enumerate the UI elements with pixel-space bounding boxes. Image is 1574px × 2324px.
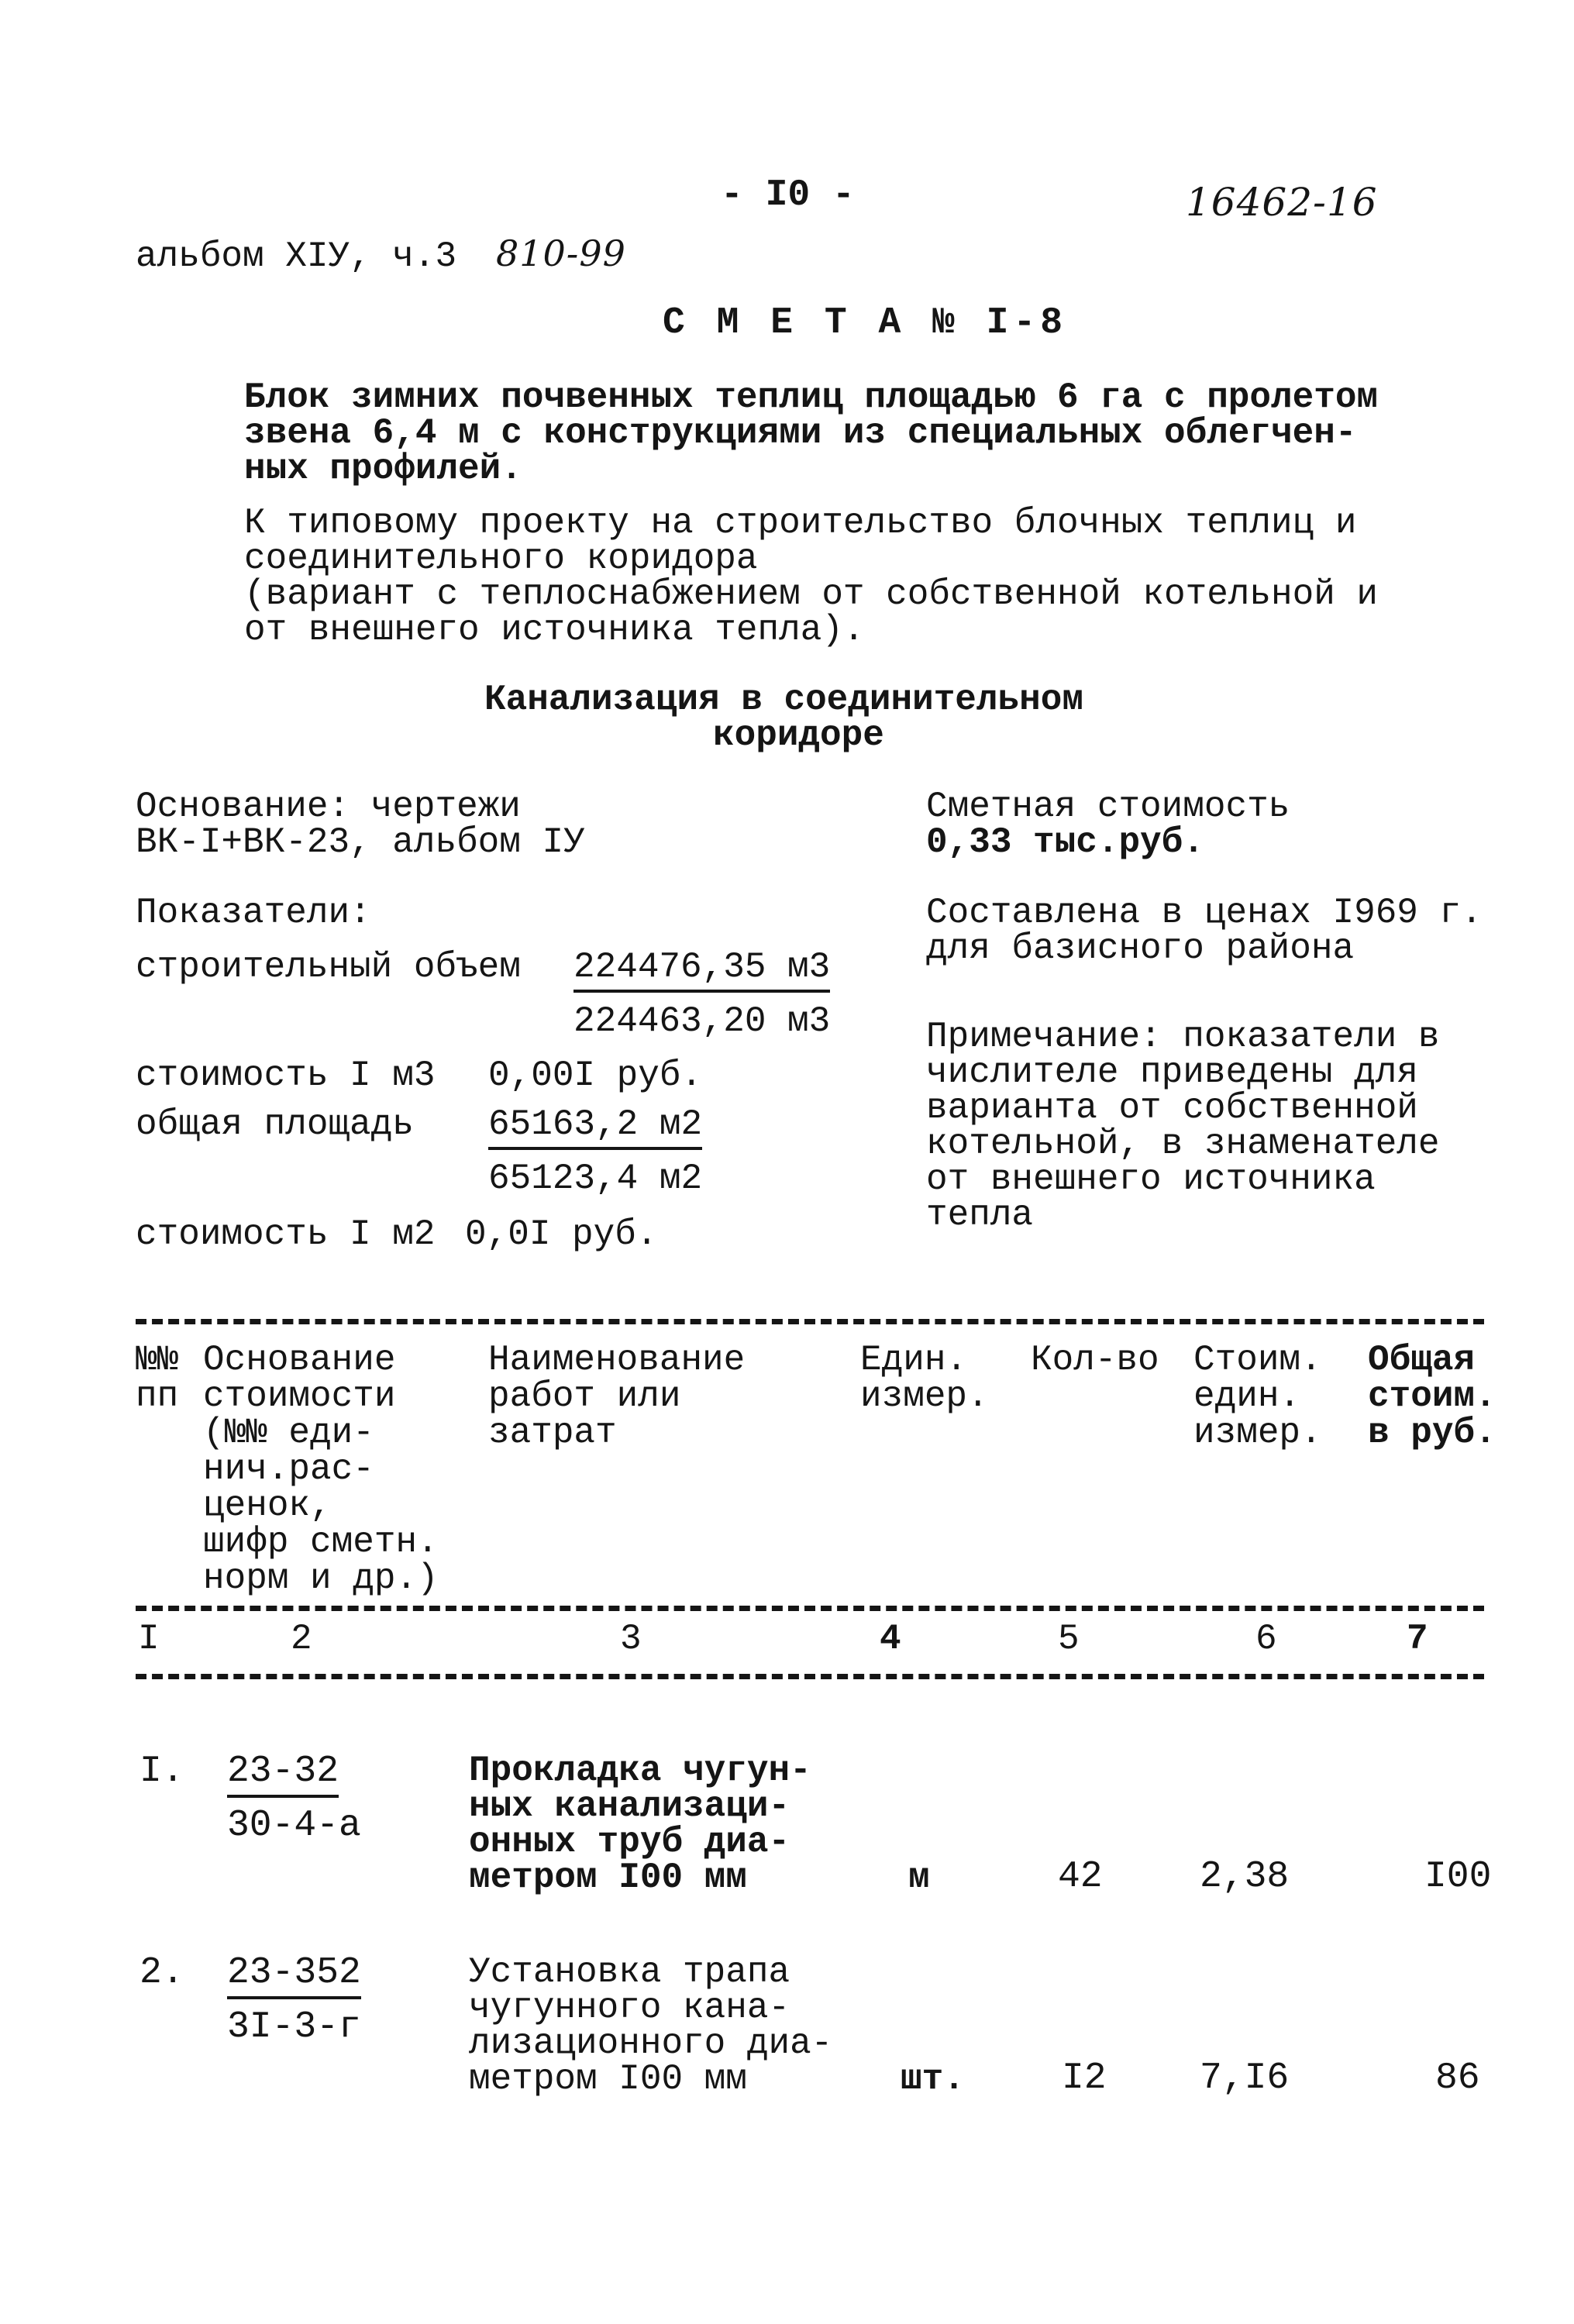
cost-m2-label: стоимость I м2: [136, 1214, 436, 1255]
volume-numerator: 224476,35 м3: [573, 949, 830, 993]
header-text: затрат: [488, 1413, 617, 1453]
header-text: измер.: [1193, 1413, 1322, 1453]
work-name-line: метром I00 мм: [469, 2059, 747, 2099]
unit-cost: 7,I6: [1200, 2057, 1290, 2099]
header-text: Общая: [1368, 1340, 1476, 1380]
note-line: варианта от собственной: [926, 1088, 1418, 1128]
note-line: котельной, в знаменателе: [926, 1124, 1440, 1164]
basis-numerator: 23-352: [227, 1954, 361, 1999]
column-number: 4: [880, 1619, 901, 1659]
page-number: - I0 -: [721, 174, 855, 216]
unit-cost: 2,38: [1200, 1856, 1290, 1898]
header-text: ценок,: [203, 1486, 332, 1526]
total-cost: I00: [1424, 1856, 1492, 1898]
volume-denominator: 224463,20 м3: [573, 1001, 831, 1041]
work-name: [469, 1751, 811, 1898]
column-number: 5: [1058, 1619, 1080, 1659]
header-text: Наименование: [488, 1340, 746, 1380]
description-line: К типовому проекту на строительство блочных теплиц и: [244, 503, 1357, 543]
column-number: 7: [1407, 1619, 1428, 1659]
header-text: в руб.: [1368, 1413, 1497, 1453]
basis-line: ВК-I+ВК-23, альбом IУ: [136, 822, 585, 862]
work-name-line: Прокладка чугун-: [469, 1751, 811, 1791]
work-name-line: онных труб диа-: [469, 1822, 790, 1862]
column-number: 3: [620, 1619, 642, 1659]
header-text: един.: [1193, 1376, 1301, 1417]
cost-m3-value: 0,00I руб.: [488, 1055, 703, 1096]
header-col-2: [203, 1342, 439, 1597]
indicators-label: Показатели:: [136, 893, 371, 933]
area-numerator: 65163,2 м2: [488, 1107, 702, 1150]
header-col-7: [1368, 1342, 1497, 1451]
header-text: Основание: [203, 1340, 396, 1380]
section-title: коридоре: [713, 715, 884, 756]
unit: шт.: [901, 2059, 965, 2099]
header-text: стоим.: [1368, 1376, 1497, 1417]
header-text: Стоим.: [1193, 1340, 1322, 1380]
prices-line: для базисного района: [926, 928, 1355, 969]
header-col-5: [1031, 1342, 1159, 1379]
album-label: альбом XIУ, ч.3: [136, 236, 457, 277]
header-text: (№№ еди-: [203, 1413, 374, 1453]
table-top-rule: [136, 1319, 1484, 1324]
area-denominator: 65123,4 м2: [488, 1159, 703, 1199]
row-number: I.: [139, 1751, 184, 1792]
work-name-line: метром I00 мм: [469, 1857, 747, 1898]
prices-line: Составлена в ценах I969 г.: [926, 893, 1483, 933]
quantity: I2: [1062, 2057, 1107, 2099]
description-line: ных профилей.: [244, 449, 522, 489]
document-code: 16462-16: [1186, 180, 1378, 225]
basis-denominator: 30-4-а: [227, 1805, 361, 1847]
description-line: от внешнего источника тепла).: [244, 610, 865, 650]
header-text: Един.: [860, 1340, 968, 1380]
note-line: от внешнего источника: [926, 1159, 1376, 1200]
header-col-4: [860, 1342, 989, 1415]
quantity: 42: [1058, 1856, 1103, 1898]
volume-label: строительный объем: [136, 947, 521, 987]
column-number: 6: [1255, 1619, 1277, 1659]
work-name-line: ных канализаци-: [469, 1786, 790, 1826]
header-text: Кол-во: [1031, 1340, 1159, 1380]
basis-denominator: 3I-3-г: [227, 2006, 361, 2048]
estimated-cost-value: 0,33 тыс.руб.: [926, 822, 1204, 862]
estimated-cost-label: Сметная стоимость: [926, 787, 1290, 827]
total-cost: 86: [1435, 2057, 1480, 2099]
column-number: 2: [291, 1619, 312, 1659]
column-numbers-bottom-rule: [136, 1674, 1484, 1679]
note-line: Примечание: показатели в: [926, 1017, 1440, 1057]
document-title: С М Е Т А № I-8: [663, 302, 1068, 344]
work-name-line: чугунного кана-: [469, 1988, 790, 2028]
unit: м: [908, 1857, 930, 1898]
work-name: [469, 1954, 832, 2097]
row-number: 2.: [139, 1952, 184, 1994]
description-line: соединительного коридора: [244, 539, 758, 579]
album-hand-note: 810-99: [496, 232, 626, 274]
header-text: норм и др.): [203, 1558, 439, 1599]
section-title: Канализация в соединительном: [484, 680, 1083, 720]
work-name-line: лизационного диа-: [469, 2023, 833, 2064]
area-label: общая площадь: [136, 1104, 414, 1145]
header-col-6: [1193, 1342, 1322, 1451]
header-text: работ или: [488, 1376, 681, 1417]
header-text: пп: [136, 1376, 179, 1417]
header-text: измер.: [860, 1376, 989, 1417]
description-line: Блок зимних почвенных теплиц площадью 6 га с пролетом: [244, 377, 1379, 418]
basis-numerator: 23-32: [227, 1753, 339, 1798]
basis-line: Основание: чертежи: [136, 787, 521, 827]
work-name-line: Установка трапа: [469, 1952, 790, 1992]
description-line: звена 6,4 м с конструкциями из специальных облегчен-: [244, 413, 1357, 453]
header-col-3: [488, 1342, 745, 1451]
column-number: I: [138, 1619, 160, 1659]
header-text: стоимости: [203, 1376, 396, 1417]
description-line: (вариант с теплоснабжением от собственной котельной и: [244, 574, 1379, 615]
cost-m3-label: стоимость I м3: [136, 1055, 436, 1096]
cost-m2-value: 0,0I руб.: [465, 1214, 658, 1255]
note-line: тепла: [926, 1195, 1034, 1235]
header-text: №№: [136, 1340, 179, 1380]
note-line: числителе приведены для: [926, 1052, 1418, 1093]
header-text: шифр сметн.: [203, 1522, 439, 1562]
header-text: нич.рас-: [203, 1449, 374, 1489]
header-col-1: [136, 1342, 178, 1415]
column-numbers-top-rule: [136, 1606, 1484, 1611]
